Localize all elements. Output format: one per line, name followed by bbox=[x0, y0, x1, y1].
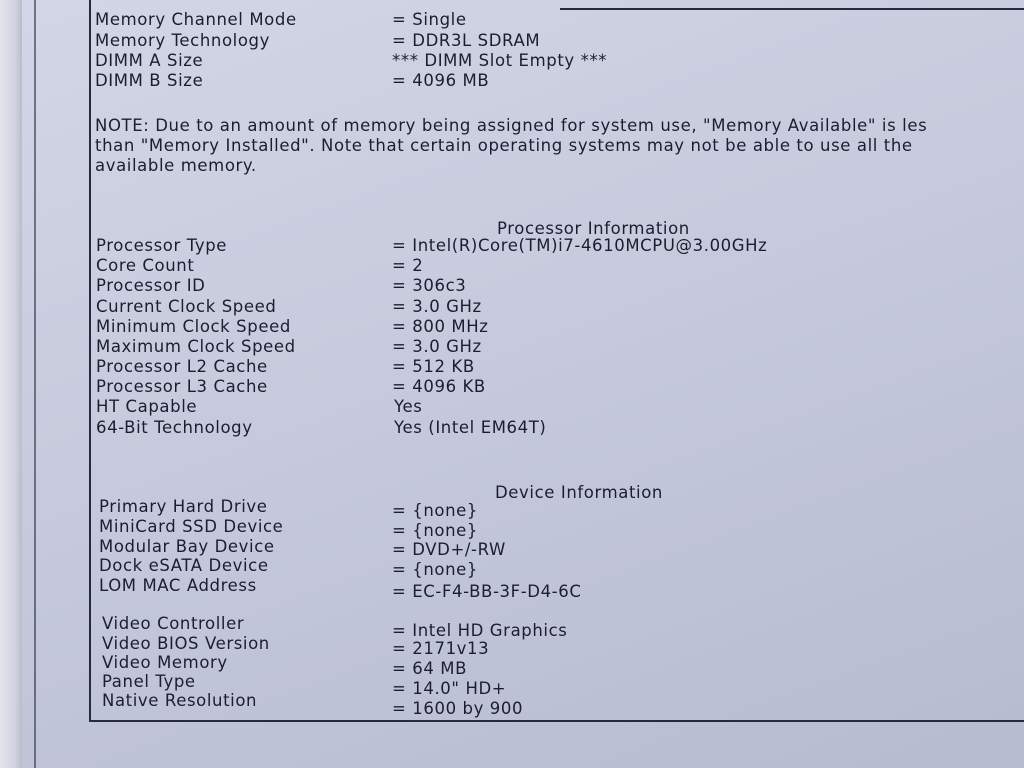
processor-id-label: Processor ID bbox=[96, 276, 206, 295]
memory-technology-value: = DDR3L SDRAM bbox=[392, 31, 541, 50]
l3-cache-value: = 4096 KB bbox=[392, 377, 486, 396]
l2-cache-label: Processor L2 Cache bbox=[96, 357, 268, 376]
memory-technology-label: Memory Technology bbox=[95, 31, 270, 50]
memory-channel-mode-label: Memory Channel Mode bbox=[95, 10, 297, 29]
panel-type-label: Panel Type bbox=[102, 672, 196, 691]
minimum-clock-speed-value: = 800 MHz bbox=[392, 317, 489, 336]
dimm-a-size-value: *** DIMM Slot Empty *** bbox=[392, 51, 608, 70]
device-information-heading: Device Information bbox=[495, 483, 663, 502]
modular-bay-device-label: Modular Bay Device bbox=[99, 537, 275, 556]
video-bios-version-value: = 2171v13 bbox=[392, 639, 490, 658]
dock-esata-device-label: Dock eSATA Device bbox=[99, 556, 269, 575]
primary-hard-drive-value: = {none} bbox=[392, 501, 479, 520]
core-count-label: Core Count bbox=[96, 256, 195, 275]
minicard-ssd-device-value: = {none} bbox=[392, 521, 479, 540]
native-resolution-label: Native Resolution bbox=[102, 691, 258, 710]
ht-capable-label: HT Capable bbox=[96, 397, 198, 416]
minicard-ssd-device-label: MiniCard SSD Device bbox=[99, 517, 284, 536]
video-controller-label: Video Controller bbox=[102, 614, 245, 633]
maximum-clock-speed-value: = 3.0 GHz bbox=[392, 337, 482, 356]
video-controller-value: = Intel HD Graphics bbox=[392, 621, 568, 640]
current-clock-speed-value: = 3.0 GHz bbox=[392, 297, 482, 316]
processor-id-value: = 306c3 bbox=[392, 276, 467, 295]
modular-bay-device-value: = DVD+/-RW bbox=[392, 540, 506, 559]
primary-hard-drive-label: Primary Hard Drive bbox=[99, 497, 268, 516]
dock-esata-device-value: = {none} bbox=[392, 560, 479, 579]
lom-mac-address-label: LOM MAC Address bbox=[99, 576, 257, 595]
video-memory-value: = 64 MB bbox=[392, 659, 468, 678]
processor-type-value: = Intel(R)Core(TM)i7-4610MCPU@3.00GHz bbox=[392, 236, 768, 255]
memory-note bbox=[95, 116, 1024, 176]
processor-type-label: Processor Type bbox=[96, 236, 228, 255]
dimm-b-size-value: = 4096 MB bbox=[392, 71, 490, 90]
memory-channel-mode-value: = Single bbox=[392, 10, 467, 29]
64bit-technology-label: 64-Bit Technology bbox=[96, 418, 253, 437]
lom-mac-address-value: = EC-F4-BB-3F-D4-6C bbox=[392, 582, 582, 601]
panel-type-value: = 14.0" HD+ bbox=[392, 679, 507, 698]
dimm-a-size-label: DIMM A Size bbox=[95, 51, 204, 70]
processor-information-heading: Processor Information bbox=[497, 219, 690, 238]
ht-capable-value: Yes bbox=[394, 397, 423, 416]
current-clock-speed-label: Current Clock Speed bbox=[96, 297, 277, 316]
core-count-value: = 2 bbox=[392, 256, 424, 275]
maximum-clock-speed-label: Maximum Clock Speed bbox=[96, 337, 296, 356]
video-memory-label: Video Memory bbox=[102, 653, 228, 672]
memory-note-line: available memory. bbox=[95, 156, 257, 175]
l3-cache-label: Processor L3 Cache bbox=[96, 377, 268, 396]
dimm-b-size-label: DIMM B Size bbox=[95, 71, 204, 90]
64bit-technology-value: Yes (Intel EM64T) bbox=[394, 418, 547, 437]
l2-cache-value: = 512 KB bbox=[392, 357, 475, 376]
minimum-clock-speed-label: Minimum Clock Speed bbox=[96, 317, 291, 336]
memory-note-line: than "Memory Installed". Note that certain operating systems may not be able to use all the bbox=[95, 136, 913, 155]
memory-note-line: NOTE: Due to an amount of memory being assigned for system use, "Memory Available" is les bbox=[95, 116, 928, 135]
native-resolution-value: = 1600 by 900 bbox=[392, 699, 524, 718]
video-bios-version-label: Video BIOS Version bbox=[102, 634, 270, 653]
